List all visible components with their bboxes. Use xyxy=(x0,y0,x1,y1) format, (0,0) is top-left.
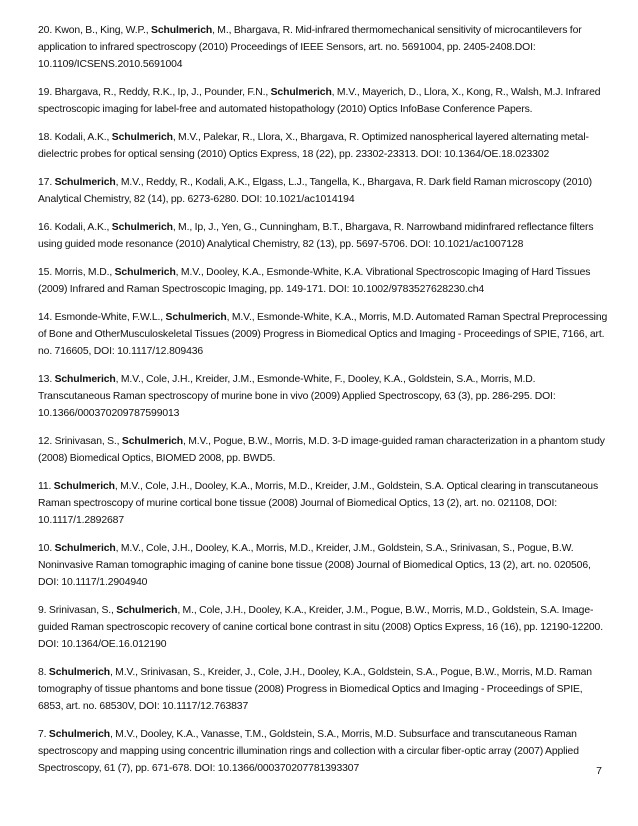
reference-authors-before: Srinivasan, S., xyxy=(48,605,117,616)
reference-authors-before: Kodali, A.K., xyxy=(54,132,112,143)
highlighted-author: Schulmerich xyxy=(165,312,227,323)
page-number: 7 xyxy=(596,765,602,777)
reference-entry xyxy=(38,219,610,253)
highlighted-author: Schulmerich xyxy=(111,222,173,233)
reference-entry xyxy=(38,22,610,73)
reference-authors-before: Kodali, A.K., xyxy=(54,222,112,233)
reference-list xyxy=(38,22,610,788)
reference-entry xyxy=(38,174,610,208)
reference-details: , M.V., Cole, J.H., Kreider, J.M., Esmonde-White, F., Dooley, K.A., Goldstein, S.A., Morris, M.D. Transcutaneous Raman spectroscopy of murine bone in vivo (2009) Applied Spectroscopy, 63 (3), pp. 286-295. DOI: 10.1366/000370209787599013 xyxy=(38,374,556,419)
reference-details: , M.V., Pogue, B.W., Morris, M.D. 3-D image-guided raman characterization in a phantom study (2008) Biomedical Optics, BIOMED 2008, pp. BWD5. xyxy=(38,436,605,464)
highlighted-author: Schulmerich xyxy=(270,87,332,98)
reference-number: 16. xyxy=(38,222,53,233)
highlighted-author: Schulmerich xyxy=(53,481,115,492)
reference-details: , M.V., Esmonde-White, K.A., Morris, M.D. Automated Raman Spectral Preprocessing of Bone and OtherMusculoskeletal Tissues (2009) Progress in Biomedical Optics and Imaging - Proceedings of SPIE, 7166, art. no. 716605, DOI: 10.1117/12.809436 xyxy=(38,312,608,357)
reference-details: , M.V., Dooley, K.A., Vanasse, T.M., Goldstein, S.A., Morris, M.D. Subsurface and transcutaneous Raman spectroscopy and mapping using concentric illumination rings and collection with a circular fiber-optic array (2007) Applied Spectroscopy, 61 (7), pp. 671-678. DOI: 10.1366/000370207781393307 xyxy=(38,729,579,774)
reference-authors-before: Bhargava, R., Reddy, R.K., Ip, J., Pounder, F.N., xyxy=(54,87,271,98)
reference-entry xyxy=(38,540,610,591)
reference-details: , M.V., Dooley, K.A., Esmonde-White, K.A. Vibrational Spectroscopic Imaging of Hard Tissues (2009) Infrared and Raman Spectroscopic Imaging, pp. 149-171. DOI: 10.1002/9783527628230.ch4 xyxy=(38,267,591,295)
reference-number: 15. xyxy=(38,267,53,278)
highlighted-author: Schulmerich xyxy=(121,436,183,447)
reference-number: 11. xyxy=(38,481,52,492)
reference-number: 13. xyxy=(38,374,53,385)
reference-number: 19. xyxy=(38,87,53,98)
reference-number: 10. xyxy=(38,543,53,554)
reference-entry xyxy=(38,602,610,653)
reference-details: , M.V., Cole, J.H., Dooley, K.A., Morris, M.D., Kreider, J.M., Goldstein, S.A. Optical clearing in transcutaneous Raman spectroscopy of murine cortical bone tissue (2008) Journal of Biomedical Optics, 13 (2), art. no. 021108, DOI: 10.1117/1.2892687 xyxy=(38,481,599,526)
reference-authors-before: Esmonde-White, F.W.L., xyxy=(54,312,166,323)
reference-number: 20. xyxy=(38,25,53,36)
reference-details: , M.V., Palekar, R., Llora, X., Bhargava, R. Optimized nanospherical layered alternating metal-dielectric probes for optical sensing (2010) Optics Express, 18 (22), pp. 23302-23313. DOI: 10.1364/OE.18.023302 xyxy=(38,132,589,160)
reference-entry xyxy=(38,726,610,777)
reference-number: 7. xyxy=(38,729,47,740)
reference-details: , M.V., Mayerich, D., Llora, X., Kong, R., Walsh, M.J. Infrared spectroscopic imaging for label-free and automated histopathology (2010) Optics InfoBase Conference Papers. xyxy=(38,87,601,115)
highlighted-author: Schulmerich xyxy=(48,667,110,678)
reference-number: 8. xyxy=(38,667,47,678)
highlighted-author: Schulmerich xyxy=(54,374,116,385)
reference-details: , M., Ip, J., Yen, G., Cunningham, B.T., Bhargava, R. Narrowband midinfrared reflectance filters using guided mode resonance (2010) Analytical Chemistry, 82 (13), pp. 5697-5706. DOI: 10.1021/ac1007128 xyxy=(38,222,594,250)
highlighted-author: Schulmerich xyxy=(151,25,213,36)
reference-number: 17. xyxy=(38,177,53,188)
reference-entry xyxy=(38,264,610,298)
highlighted-author: Schulmerich xyxy=(54,543,116,554)
reference-entry xyxy=(38,371,610,422)
reference-details: , M., Cole, J.H., Dooley, K.A., Kreider, J.M., Pogue, B.W., Morris, M.D., Goldstein, S.A. Image-guided Raman spectroscopic recovery of canine cortical bone contrast in situ (2008) Optics Express, 16 (16), pp. 12190-12200. DOI: 10.1364/OE.16.012190 xyxy=(38,605,603,650)
reference-number: 12. xyxy=(38,436,53,447)
reference-details: , M.V., Cole, J.H., Dooley, K.A., Morris, M.D., Kreider, J.M., Goldstein, S.A., Srinivasan, S., Pogue, B.W. Noninvasive Raman tomographic imaging of canine bone tissue (2008) Journal of Biomedical Optics, 13 (2), art. no. 020506, DOI: 10.1117/1.2904940 xyxy=(38,543,591,588)
reference-entry xyxy=(38,129,610,163)
reference-entry xyxy=(38,309,610,360)
reference-entry xyxy=(38,664,610,715)
reference-authors-before: Morris, M.D., xyxy=(54,267,115,278)
reference-details: , M.V., Reddy, R., Kodali, A.K., Elgass, L.J., Tangella, K., Bhargava, R. Dark field Raman microscopy (2010) Analytical Chemistry, 82 (14), pp. 6273-6280. DOI: 10.1021/ac1014194 xyxy=(38,177,593,205)
reference-number: 14. xyxy=(38,312,53,323)
reference-entry xyxy=(38,478,610,529)
reference-authors-before: Srinivasan, S., xyxy=(54,436,122,447)
highlighted-author: Schulmerich xyxy=(111,132,173,143)
highlighted-author: Schulmerich xyxy=(116,605,178,616)
highlighted-author: Schulmerich xyxy=(48,729,110,740)
highlighted-author: Schulmerich xyxy=(114,267,176,278)
reference-entry xyxy=(38,84,610,118)
reference-details: , M., Bhargava, R. Mid-infrared thermomechanical sensitivity of microcantilevers for application to infrared spectroscopy (2010) Proceedings of IEEE Sensors, art. no. 5691004, pp. 2405-2408.DOI: 10.1109/ICSENS.2010.5691004 xyxy=(38,25,582,70)
reference-details: , M.V., Srinivasan, S., Kreider, J., Cole, J.H., Dooley, K.A., Goldstein, S.A., Pogue, B.W., Morris, M.D. Raman tomography of tissue phantoms and bone tissue (2008) Progress in Biomedical Optics and Imaging - Proceedings of SPIE, 6853, art. no. 68530V, DOI: 10.1117/12.763837 xyxy=(38,667,592,712)
reference-number: 9. xyxy=(38,605,47,616)
reference-entry xyxy=(38,433,610,467)
reference-authors-before: Kwon, B., King, W.P., xyxy=(54,25,152,36)
highlighted-author: Schulmerich xyxy=(54,177,116,188)
reference-number: 18. xyxy=(38,132,53,143)
